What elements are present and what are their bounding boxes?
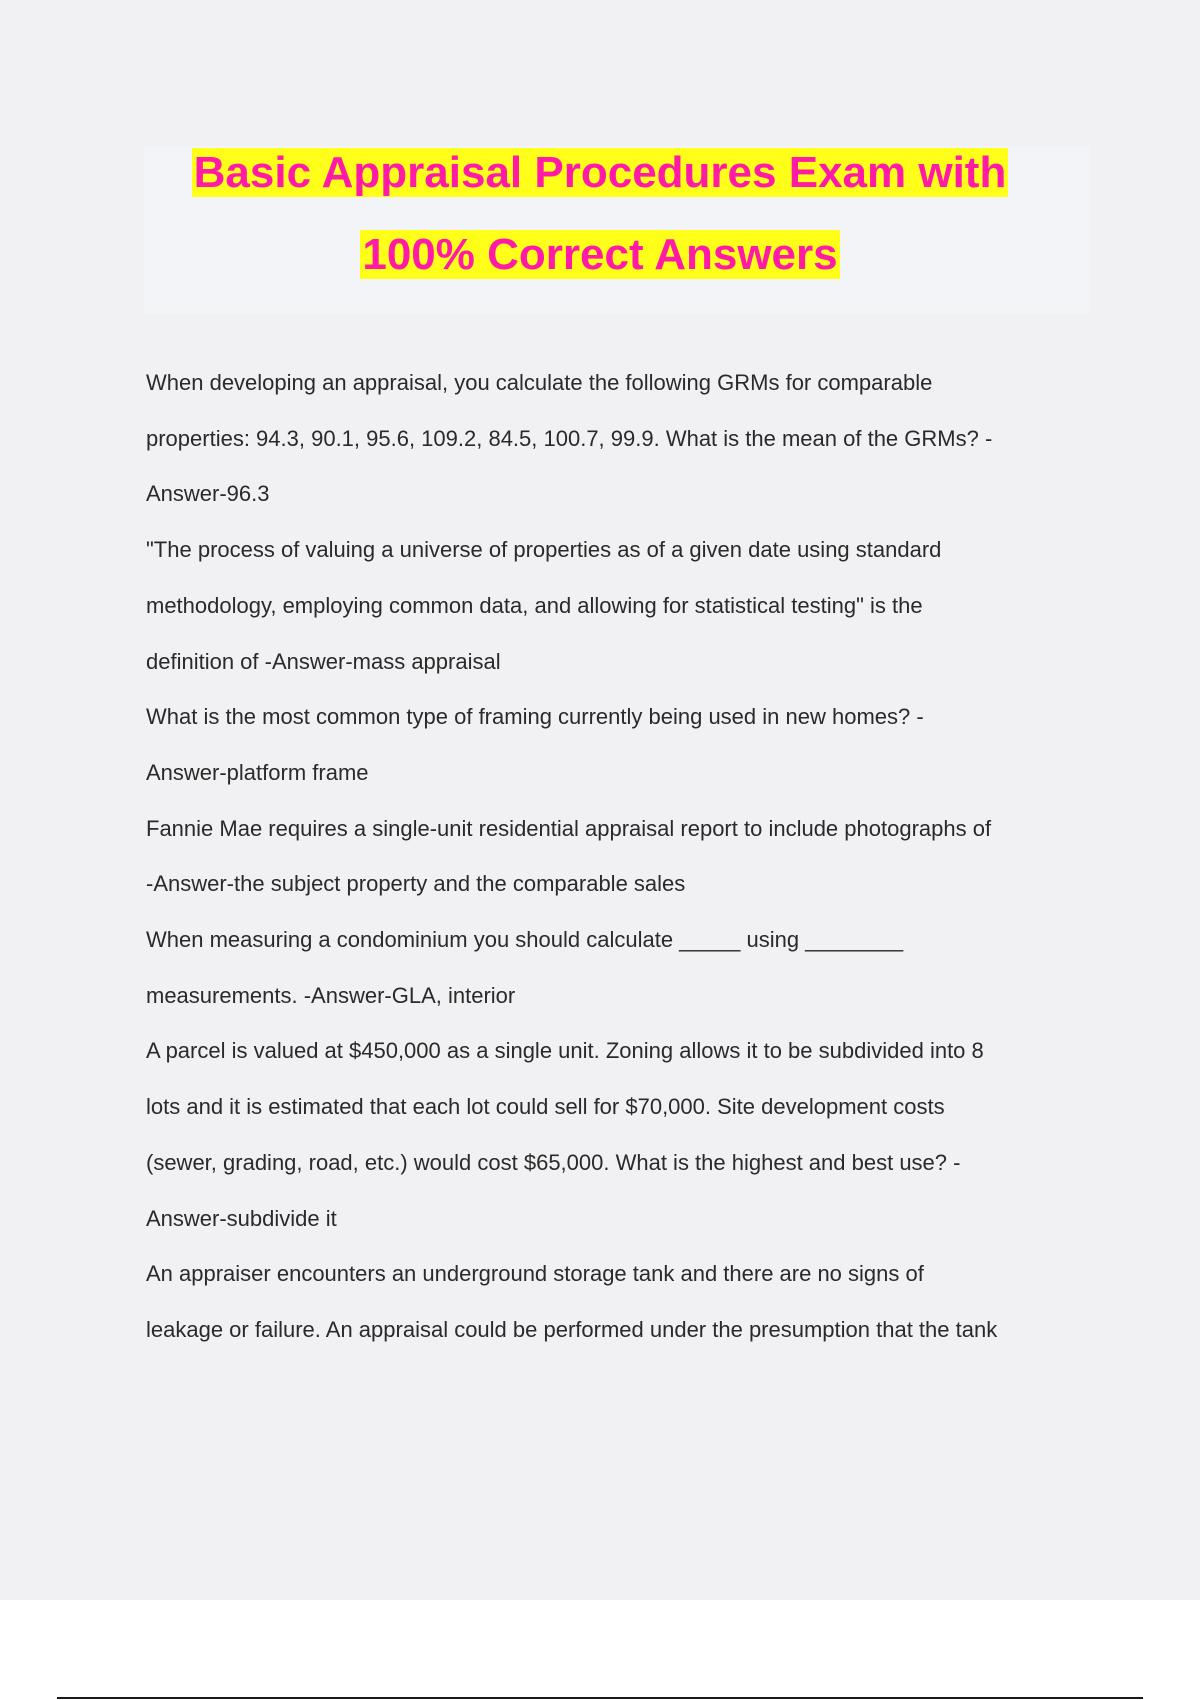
qa-item	[146, 801, 1096, 912]
text-line: lots and it is estimated that each lot could sell for $70,000. Site development costs	[146, 1094, 945, 1120]
text-line: Answer-platform frame	[146, 759, 369, 785]
text-line: An appraiser encounters an underground storage tank and there are no signs of	[146, 1261, 924, 1287]
text-line: methodology, employing common data, and allowing for statistical testing" is the	[146, 592, 923, 618]
text-line: Answer-subdivide it	[146, 1205, 337, 1231]
text-line: What is the most common type of framing currently being used in new homes? -	[146, 704, 924, 730]
title-highlight-1: Basic Appraisal Procedures Exam with	[193, 148, 1007, 197]
text-line: When measuring a condominium you should calculate _____ using ________	[146, 927, 904, 953]
text-line: leakage or failure. An appraisal could be performed under the presumption that the tank	[146, 1316, 998, 1342]
text-line: -Answer-the subject property and the comparable sales	[146, 871, 686, 897]
page-bottom-rule	[57, 1697, 1143, 1699]
text-line: properties: 94.3, 90.1, 95.6, 109.2, 84.5, 100.7, 99.9. What is the mean of the GRMs? -	[146, 425, 993, 451]
qa-item	[146, 912, 1096, 1023]
title-highlight-2: 100% Correct Answers	[362, 230, 838, 279]
text-line: Fannie Mae requires a single-unit residential appraisal report to include photographs of	[146, 815, 992, 841]
qa-item	[146, 355, 1096, 522]
qa-item	[146, 522, 1096, 689]
qa-item	[146, 689, 1096, 800]
text-line: When developing an appraisal, you calculate the following GRMs for comparable	[146, 370, 933, 395]
document-title-line-2	[0, 228, 1200, 282]
text-line: A parcel is valued at $450,000 as a single unit. Zoning allows it to be subdivided into 8	[146, 1038, 984, 1064]
text-line: measurements. -Answer-GLA, interior	[146, 982, 516, 1008]
qa-item	[146, 1023, 1096, 1246]
qa-list	[146, 355, 1096, 1358]
document-title-line-1	[0, 146, 1200, 200]
text-line: Answer-96.3	[146, 481, 270, 507]
qa-item	[146, 1246, 1096, 1357]
text-line: (sewer, grading, road, etc.) would cost $65,000. What is the highest and best use? -	[146, 1149, 961, 1175]
text-line: definition of -Answer-mass appraisal	[146, 648, 501, 674]
text-line: "The process of valuing a universe of properties as of a given date using standard	[146, 537, 942, 563]
